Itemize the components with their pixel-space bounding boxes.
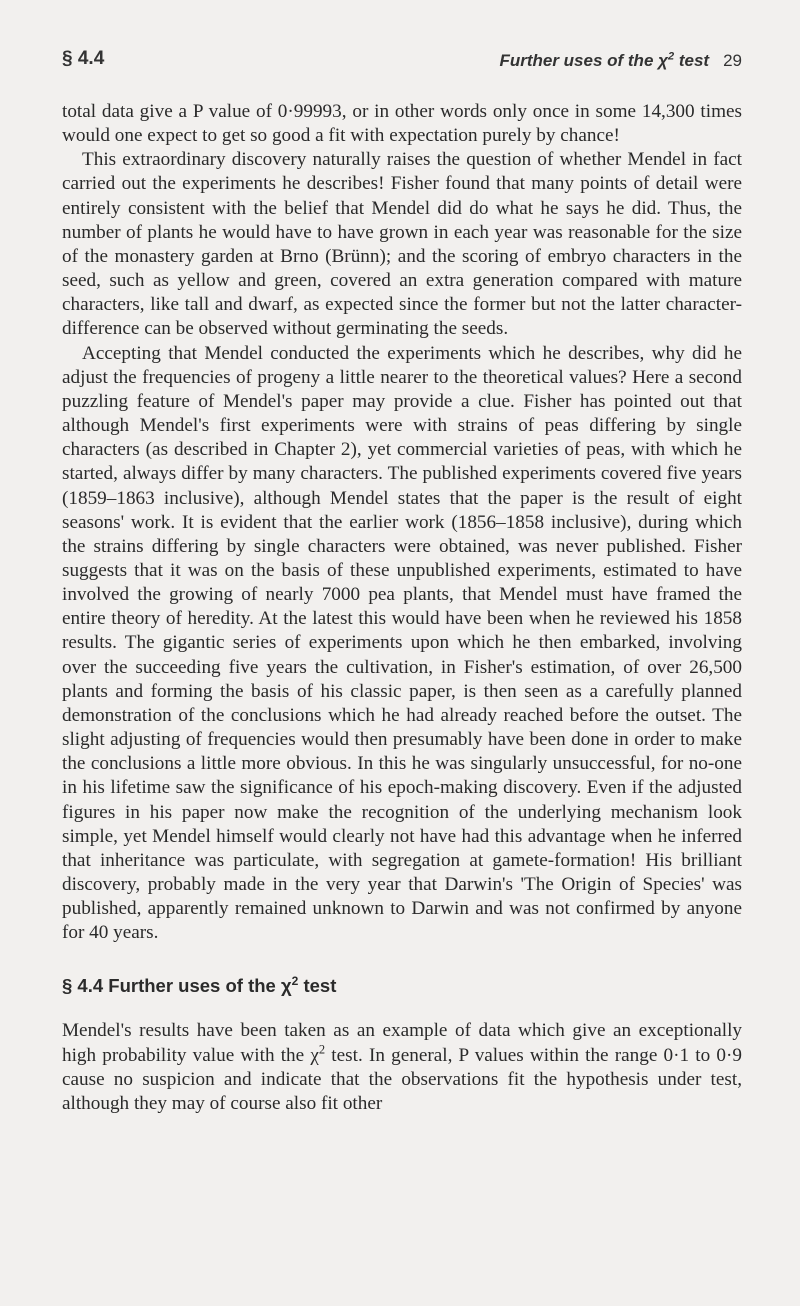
section-text [62, 1019, 742, 1116]
running-title [499, 51, 742, 71]
running-title-prefix: Further uses of the [499, 51, 659, 70]
section-paragraph [62, 1019, 742, 1116]
section-heading-sup: 2 [291, 974, 299, 989]
book-page [62, 48, 742, 1116]
section-mark: § 4.4 [62, 48, 105, 69]
section-text-chi: χ [310, 1044, 319, 1066]
page-number: 29 [723, 51, 742, 70]
section-heading-prefix: § 4.4 Further uses of the [62, 975, 281, 997]
paragraph-3: Accepting that Mendel conducted the experiments which he describes, why did he adjust the frequencies of progeny a little nearer to the theoretical values? Here a second puzzling feature of Mendel's paper may provide a clue. Fisher has pointed out that although Mendel's first experiments were with strains of peas differing by single characters (as described in Chapter 2), yet commercial varieties of peas, with which he started, always differ by many characters. The published experiments covered five years (1859–1863 inclusive), although Mendel states that the paper is the result of eight seasons' work. It is evident that the earlier work (1856–1858 inclusive), during which the strains differing by single characters were obtained, was never published. Fisher suggests that it was on the basis of these unpublished experiments, estimated to have involved the growing of nearly 7000 pea plants, that Mendel must have framed the entire theory of heredity. At the latest this would have been when he reviewed his 1858 results. The gigantic series of experiments upon which he then embarked, involving over the succeeding five years the cultivation, in Fisher's estimation, of over 26,500 plants and forming the basis of his classic paper, is then seen as a carefully planned demonstration of the conclusions which he had already reached before the outset. The slight adjusting of frequencies would then presumably have been done in order to make the conclusions a little more obvious. In this he was singularly unsuccessful, for no-one in his lifetime saw the significance of his epoch-making discovery. Even if the adjusted figures in his paper now make the recognition of the underlying mechanism look simple, yet Mendel himself would clearly not have had this advantage when he inferred that inheritance was particulate, with segregation at gamete-formation! His brilliant discovery, probably made in the very year that Darwin's 'The Origin of Species' was published, apparently remained unknown to Darwin and was not confirmed by anyone for 40 years. [62, 342, 742, 944]
section-text-2: test. In general, P values within the range 0·1 to 0·9 cause no suspicion and indicate that the observations fit the hypothesis under test, although they may of course also fit other [62, 1044, 742, 1114]
section-heading [62, 975, 742, 997]
section-text-sup: 2 [318, 1042, 326, 1057]
section-heading-chi: χ [280, 975, 292, 997]
section-heading-suffix: test [298, 975, 337, 997]
running-title-chi: χ [658, 51, 668, 70]
paragraph-1: total data give a P value of 0·99993, or in other words only once in some 14,300 times would one expect to get so good a fit with expectation purely by chance! [62, 101, 742, 147]
running-title-sup: 2 [667, 50, 675, 63]
body-text [62, 100, 742, 945]
running-head [62, 48, 742, 84]
running-title-suffix: test [674, 51, 710, 70]
section-text-1: Mendel's results have been taken as an example of data which give an exceptionally high probability value with the [62, 1020, 742, 1066]
paragraph-2: This extraordinary discovery naturally raises the question of whether Mendel in fact carried out the experiments he describes! Fisher found that many points of detail were entirely consistent with the belief that Mendel did do what he says he did. Thus, the number of plants he would have to have grown in each year was reasonable for the size of the monastery garden at Brno (Brünn); and the scoring of embryo characters in the seed, such as yellow and green, covered an extra generation compared with mature characters, like tall and dwarf, as expected since the former but not the latter character-difference can be observed without germinating the seeds. [62, 149, 742, 340]
